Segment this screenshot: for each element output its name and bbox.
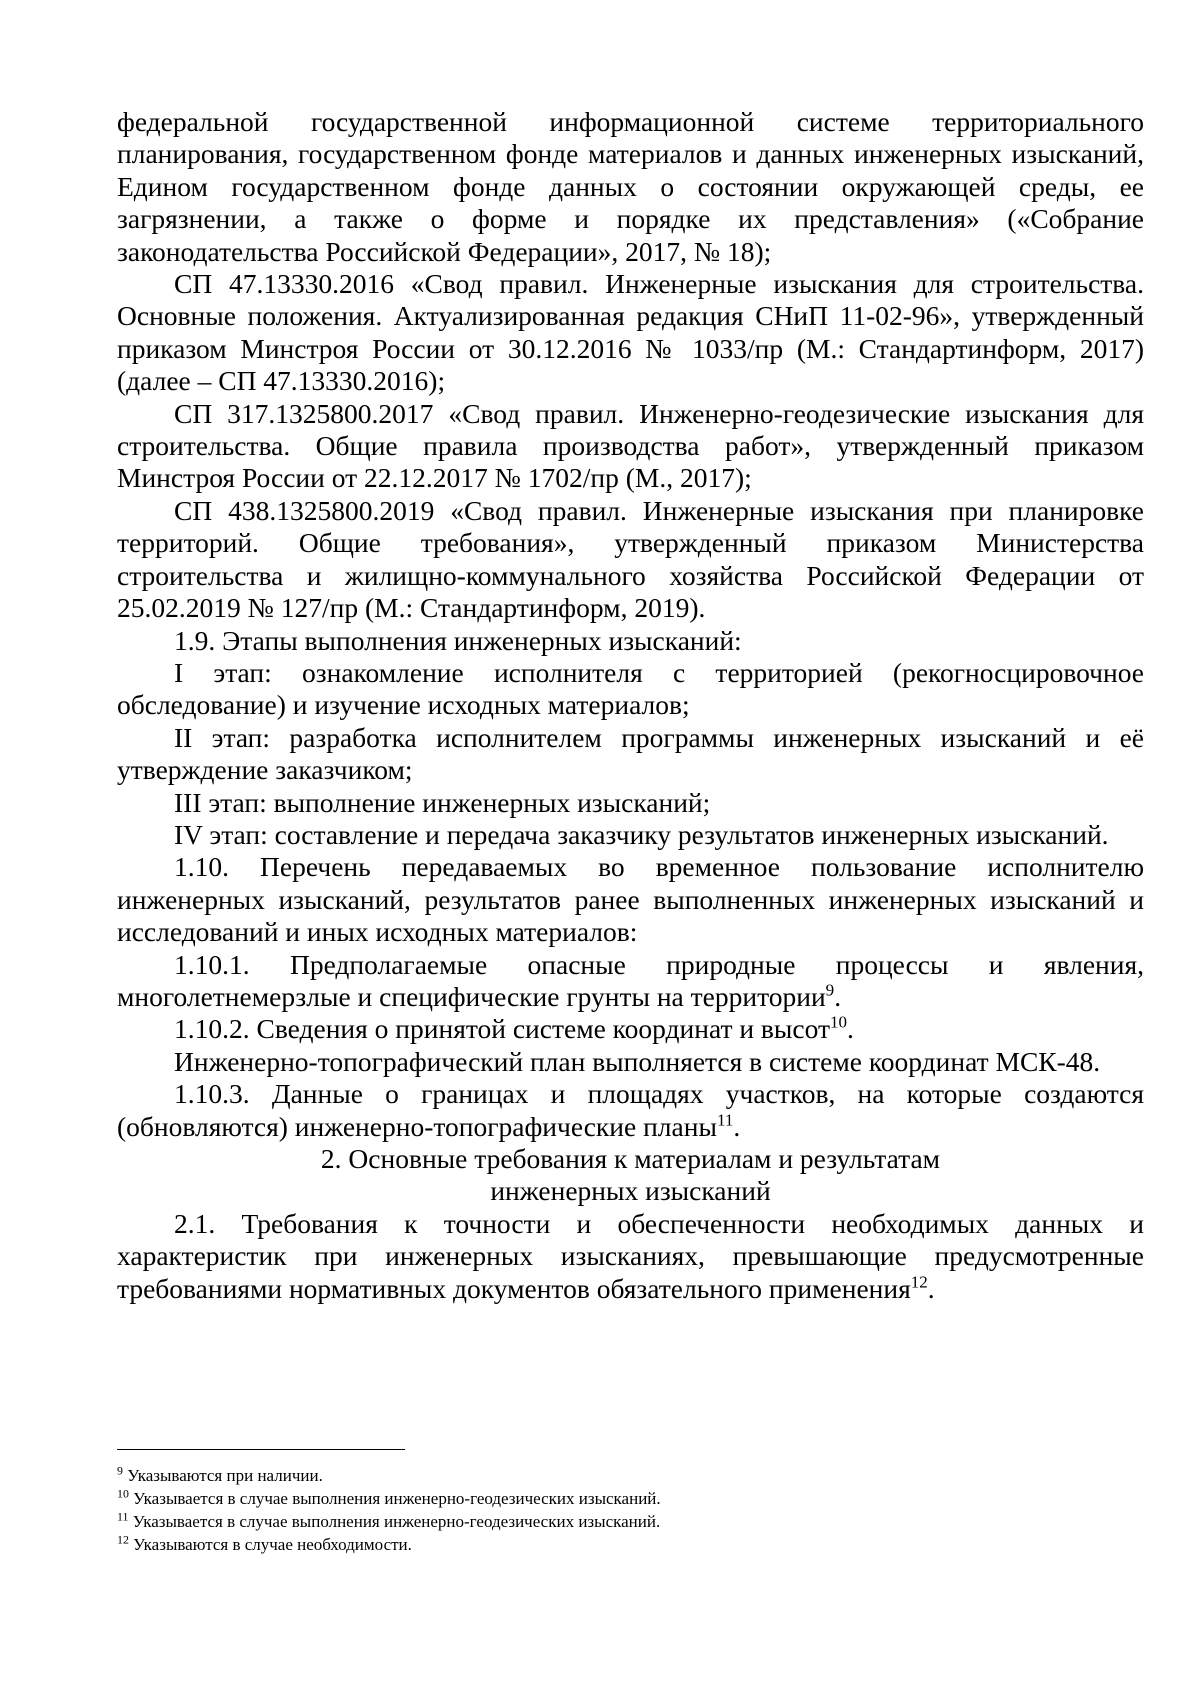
footnote-11 — [117, 1510, 1117, 1533]
footnote-number: 12 — [117, 1532, 129, 1547]
paragraph-stage-2: II этап: разработка исполнителем программы инженерных изысканий и её утверждение заказчиком; — [117, 721, 1144, 786]
paragraph-1-10-1-tail: . — [834, 980, 842, 1012]
paragraph-stage-3: III этап: выполнение инженерных изысканий; — [174, 786, 711, 818]
footnote-12 — [117, 1533, 1117, 1556]
paragraph-1-9: 1.9. Этапы выполнения инженерных изысканий: — [174, 624, 742, 656]
footnote-text: Указываются в случае необходимости. — [133, 1535, 412, 1554]
paragraph-1-10-1 — [117, 949, 1144, 1014]
paragraph-1-10-2-tail: . — [847, 1013, 854, 1045]
paragraph-stage-1: I этап: ознакомление исполнителя с территорией (рекогносцировочное обследование) и изучение исходных материалов; — [117, 656, 1144, 721]
footnote-number: 9 — [117, 1463, 123, 1478]
paragraph-2-1-tail: . — [927, 1272, 935, 1304]
paragraph-1-10-1-text: 1.10.1. Предполагаемые опасные природные процессы и явления, многолетнемерзлые и специфические грунты на территории — [117, 948, 1144, 1012]
paragraph-sp-317: СП 317.1325800.2017 «Свод правил. Инженерно-геодезические изыскания для строительства. Общие правила производства работ», утвержденный приказом Минстроя России от 22.12.2017 № 1702/пр (М., 2017); — [117, 397, 1144, 494]
paragraph-1-10-2-text: 1.10.2. Сведения о принятой системе координат и высот — [174, 1013, 830, 1045]
footnote-separator — [117, 1449, 405, 1450]
section-2-heading-line-1: 2. Основные требования к материалам и результатам — [320, 1143, 941, 1174]
footnotes — [117, 1464, 1117, 1556]
paragraph-1-10-3-text: 1.10.3. Данные о границах и площадях участков, на которые создаются (обновляются) инженерно-топографические планы — [117, 1078, 1144, 1142]
document-body — [117, 106, 1144, 1305]
paragraph-stage-4: IV этап: составление и передача заказчику результатов инженерных изысканий. — [174, 818, 1109, 850]
paragraph-sp-438: СП 438.1325800.2019 «Свод правил. Инженерные изыскания при планировке территорий. Общие требования», утвержденный приказом Министерства строительства и жилищно-коммунального хозяйства Российской Федерации от 25.02.2019 № 127/пр (М.: Стандартинформ, 2019). — [117, 494, 1144, 624]
footnote-ref-9[interactable]: 9 — [825, 980, 835, 1000]
paragraph-1-10: 1.10. Перечень передаваемых во временное пользование исполнителю инженерных изысканий, результатов ранее выполненных инженерных изысканий и исследований и иных исходных материалов: — [117, 851, 1144, 948]
footnote-text: Указывается в случае выполнения инженерно-геодезических изысканий. — [133, 1489, 661, 1508]
section-2-heading-line-2: инженерных изысканий — [490, 1175, 771, 1207]
paragraph-sp-47: СП 47.13330.2016 «Свод правил. Инженерные изыскания для строительства. Основные положения. Актуализированная редакция СНиП 11-02-96», утвержденный приказом Минстроя России от 30.12.2016 № 1033/пр (М.: Стандартинформ, 2017) (далее – СП 47.13330.2016); — [117, 268, 1144, 397]
paragraph-1-10-3 — [117, 1078, 1144, 1143]
footnote-10 — [117, 1487, 1117, 1510]
footnote-text: Указываются при наличии. — [127, 1466, 323, 1485]
footnote-9 — [117, 1464, 1117, 1487]
footnote-ref-12[interactable]: 12 — [910, 1272, 928, 1292]
paragraph-msk-48: Инженерно-топографический план выполняется в системе координат МСК-48. — [174, 1045, 1101, 1077]
paragraph-federal-system: федеральной государственной информационной системе территориального планирования, государственном фонде материалов и данных инженерных изысканий, Едином государственном фонде данных о состоянии окружающей среды, ее загрязнении, а также о форме и порядке их представления» («Собрание законодательства Российской Федерации», 2017, № 18); — [117, 106, 1144, 267]
footnote-ref-11[interactable]: 11 — [716, 1110, 734, 1130]
footnote-number: 11 — [117, 1509, 129, 1524]
footnote-text: Указывается в случае выполнения инженерно-геодезических изысканий. — [132, 1512, 661, 1531]
paragraph-1-10-3-tail: . — [733, 1110, 741, 1142]
paragraph-1-10-2 — [117, 1013, 1144, 1045]
paragraph-2-1-text: 2.1. Требования к точности и обеспеченности необходимых данных и характеристик при инженерных изысканиях, превышающие предусмотренные требованиями нормативных документов обязательного применения — [117, 1207, 1144, 1304]
footnote-ref-10[interactable]: 10 — [830, 1012, 848, 1032]
footnote-number: 10 — [117, 1486, 129, 1501]
paragraph-2-1 — [117, 1208, 1144, 1305]
